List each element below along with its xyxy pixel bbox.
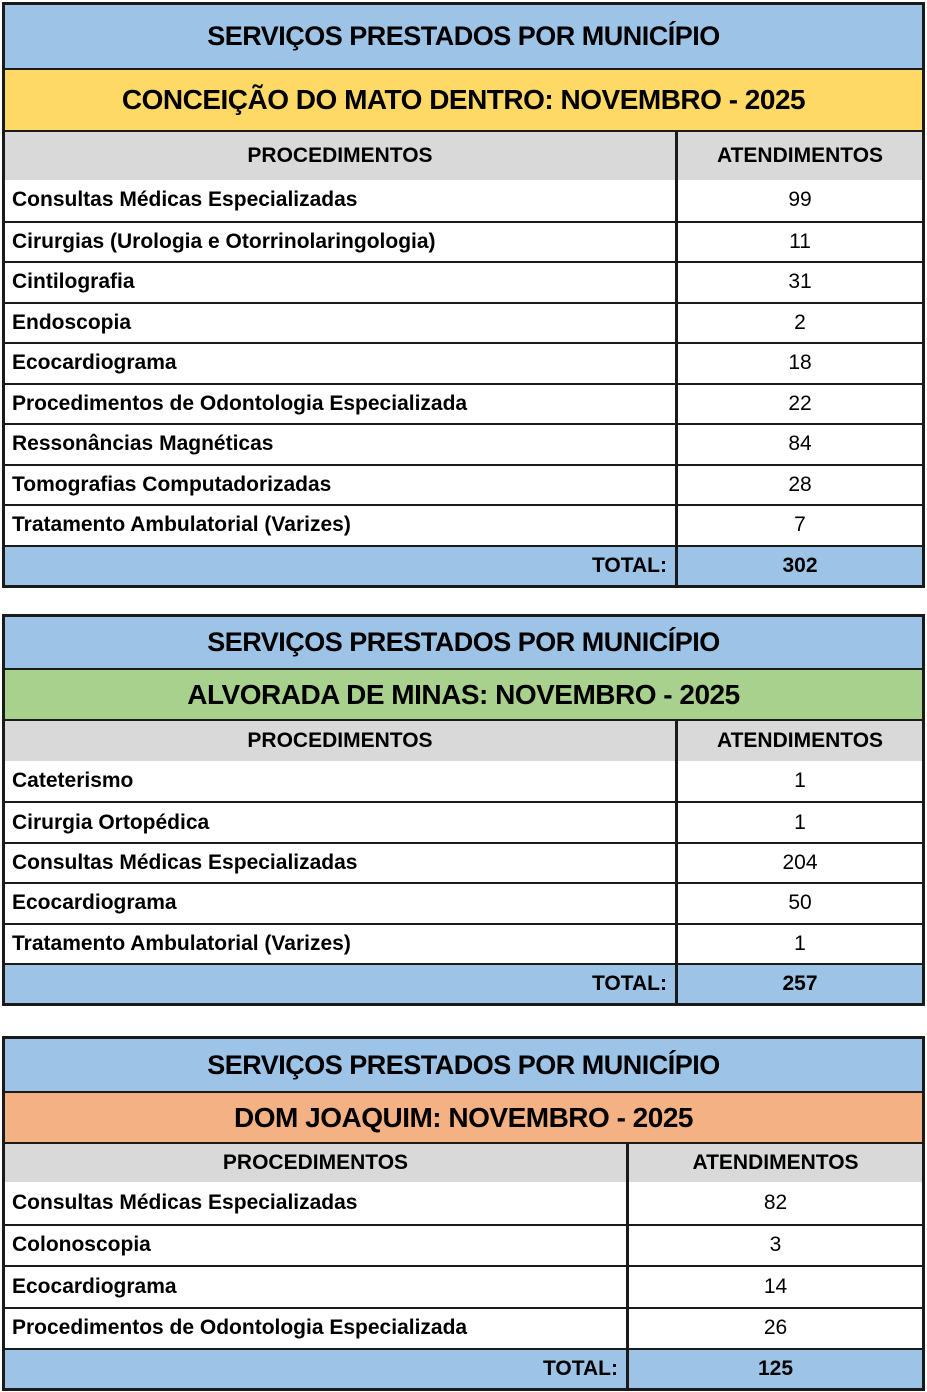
procedure-count: 3 — [769, 1233, 782, 1257]
municipality-header — [5, 668, 922, 719]
procedure-count: 84 — [788, 432, 812, 456]
procedure-count: 11 — [789, 229, 811, 253]
table-row — [5, 180, 922, 221]
procedure-count: 1 — [794, 931, 806, 955]
procedure-count: 1 — [794, 769, 806, 793]
table-row — [5, 882, 922, 922]
table-title — [5, 5, 922, 68]
procedure-count: 26 — [763, 1316, 788, 1340]
title-text: SERVIÇOS PRESTADOS POR MUNICÍPIO — [207, 21, 720, 51]
procedure-name: Consultas Médicas Especializadas — [5, 844, 678, 882]
procedure-name: Ressonâncias Magnéticas — [5, 425, 678, 464]
procedure-name: Tratamento Ambulatorial (Varizes) — [5, 506, 678, 545]
total-value: 257 — [782, 971, 818, 995]
column-header-procedimentos: PROCEDIMENTOS — [5, 132, 678, 180]
procedure-count: 2 — [794, 310, 806, 334]
title-text: SERVIÇOS PRESTADOS POR MUNICÍPIO — [207, 627, 720, 657]
total-label: TOTAL: — [5, 1350, 629, 1388]
total-row — [5, 545, 922, 585]
column-header-atendimentos: ATENDIMENTOS — [716, 144, 884, 167]
table-row — [5, 761, 922, 801]
table-conceicao-do-mato-dentro — [2, 2, 925, 588]
procedure-name: Colonoscopia — [5, 1226, 629, 1266]
table-body — [5, 1182, 922, 1348]
procedure-name: Tratamento Ambulatorial (Varizes) — [5, 925, 678, 963]
table-row — [5, 1307, 922, 1349]
procedure-name: Tomografias Computadorizadas — [5, 466, 678, 505]
procedure-count: 99 — [788, 188, 812, 212]
table-dom-joaquim — [2, 1036, 925, 1391]
table-row — [5, 423, 922, 464]
column-header-row — [5, 719, 922, 761]
column-header-procedimentos: PROCEDIMENTOS — [5, 721, 678, 761]
procedure-name: Ecocardiograma — [5, 1267, 629, 1307]
procedure-count: 28 — [788, 472, 812, 496]
procedure-name: Consultas Médicas Especializadas — [5, 1182, 629, 1224]
table-row — [5, 221, 922, 262]
procedure-count: 82 — [763, 1190, 788, 1214]
table-row — [5, 302, 922, 343]
table-row — [5, 1182, 922, 1224]
procedure-name: Ecocardiograma — [5, 344, 678, 383]
table-row — [5, 504, 922, 545]
column-header-row — [5, 130, 922, 180]
procedure-name: Cintilografia — [5, 263, 678, 302]
table-row — [5, 1265, 922, 1307]
procedure-name: Cirurgia Ortopédica — [5, 803, 678, 841]
procedure-count: 1 — [794, 810, 806, 834]
table-body — [5, 180, 922, 545]
subtitle-text: ALVORADA DE MINAS: NOVEMBRO - 2025 — [187, 678, 740, 710]
table-row — [5, 801, 922, 841]
municipality-header — [5, 68, 922, 130]
table-row — [5, 842, 922, 882]
total-row — [5, 1348, 922, 1388]
procedure-name: Cateterismo — [5, 761, 678, 801]
total-value: 125 — [757, 1357, 794, 1380]
table-row — [5, 383, 922, 424]
table-row — [5, 261, 922, 302]
table-row — [5, 464, 922, 505]
total-row — [5, 963, 922, 1003]
table-row — [5, 1224, 922, 1266]
procedure-count: 7 — [794, 513, 806, 537]
municipality-header — [5, 1091, 922, 1142]
procedure-name: Endoscopia — [5, 304, 678, 343]
column-header-atendimentos: ATENDIMENTOS — [716, 729, 884, 752]
total-value: 302 — [782, 553, 818, 577]
procedure-name: Cirurgias (Urologia e Otorrinolaringologia) — [5, 223, 678, 262]
subtitle-text: CONCEIÇÃO DO MATO DENTRO: NOVEMBRO - 2025 — [121, 84, 806, 115]
total-label: TOTAL: — [5, 965, 678, 1003]
column-header-procedimentos: PROCEDIMENTOS — [5, 1144, 629, 1182]
column-header-row — [5, 1142, 922, 1182]
table-alvorada-de-minas — [2, 614, 925, 1006]
table-row — [5, 342, 922, 383]
table-row — [5, 923, 922, 963]
title-text: SERVIÇOS PRESTADOS POR MUNICÍPIO — [207, 1049, 720, 1080]
procedure-name: Procedimentos de Odontologia Especializada — [5, 385, 678, 424]
procedure-count: 31 — [788, 270, 812, 294]
column-header-atendimentos: ATENDIMENTOS — [692, 1151, 859, 1174]
procedure-name: Ecocardiograma — [5, 884, 678, 922]
procedure-count: 18 — [788, 351, 812, 375]
subtitle-text: DOM JOAQUIM: NOVEMBRO - 2025 — [234, 1101, 693, 1133]
table-title — [5, 1039, 922, 1091]
table-title — [5, 617, 922, 668]
procedure-name: Consultas Médicas Especializadas — [5, 180, 678, 221]
procedure-count: 14 — [763, 1274, 788, 1298]
procedure-count: 50 — [788, 891, 812, 915]
procedure-name: Procedimentos de Odontologia Especializada — [5, 1309, 629, 1349]
total-label: TOTAL: — [5, 547, 678, 585]
procedure-count: 22 — [788, 391, 812, 415]
table-body — [5, 761, 922, 963]
procedure-count: 204 — [782, 850, 818, 874]
